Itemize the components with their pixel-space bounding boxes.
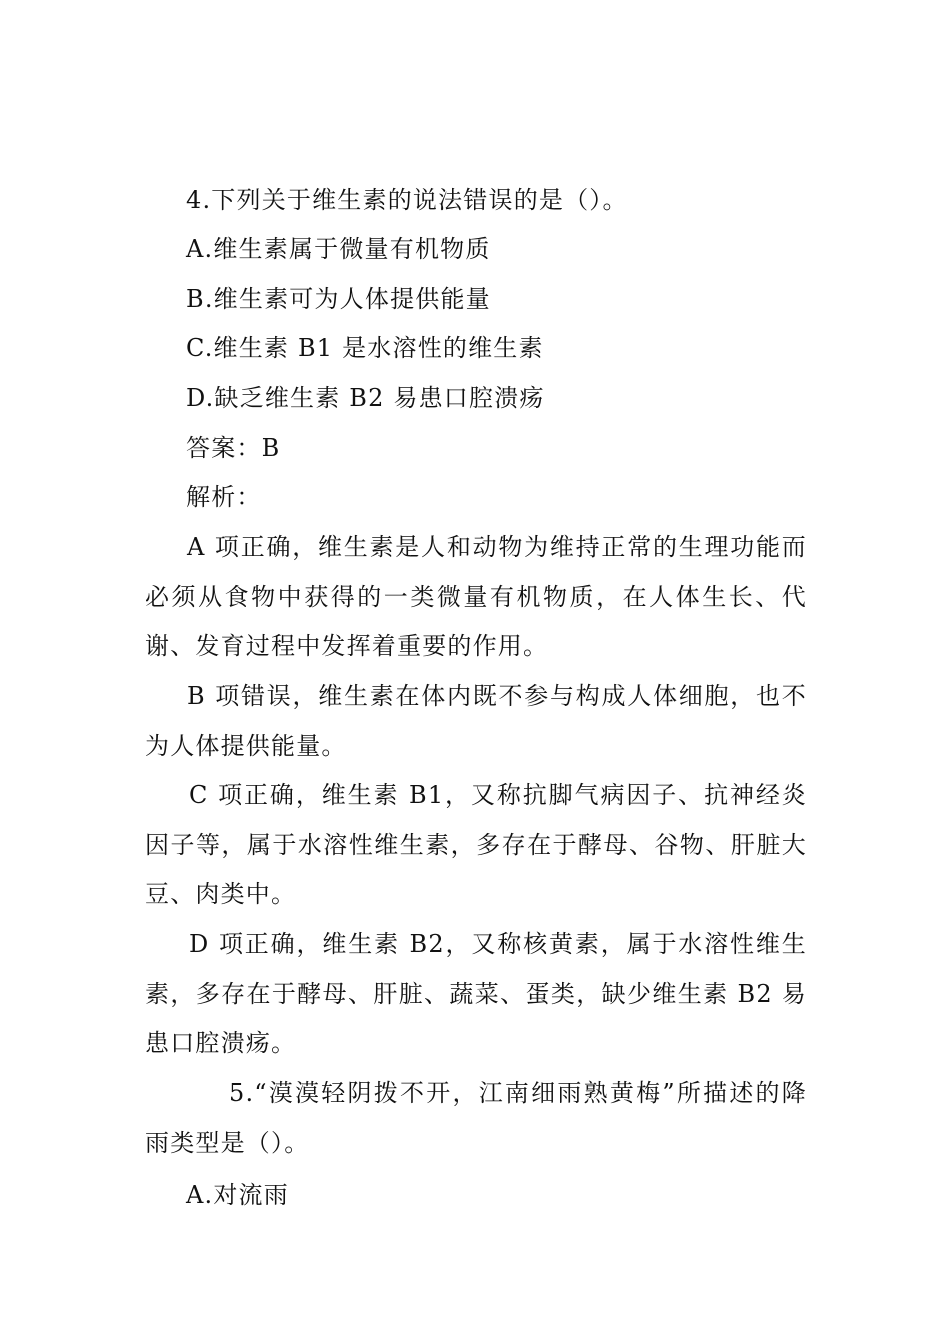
question-4-option-d: D.缺乏维生素 B2 易患口腔溃疡 [186,384,545,412]
analysis-paragraph-c: C 项正确，维生素 B1，又称抗脚气病因子、抗神经炎因子等，属于水溶性维生素，多存在于酵母、谷物、肝脏大豆、肉类中。 [145,781,807,908]
analysis-paragraph-d: D 项正确，维生素 B2，又称核黄素，属于水溶性维生素，多存在于酵母、肝脏、蔬菜、蛋类，缺少维生素 B2 易患口腔溃疡。 [145,930,807,1057]
question-4-answer: 答案：B [186,434,281,462]
analysis-paragraph-b: B 项错误，维生素在体内既不参与构成人体细胞，也不为人体提供能量。 [145,682,807,760]
question-4-stem: 4.下列关于维生素的说法错误的是（）。 [186,186,628,214]
question-5-stem: 5.“漠漠轻阴拨不开，江南细雨熟黄梅”所描述的降雨类型是（）。 [145,1079,807,1157]
question-4-option-c: C.维生素 B1 是水溶性的维生素 [186,334,544,362]
analysis-paragraph-a: A 项正确，维生素是人和动物为维持正常的生理功能而必须从食物中获得的一类微量有机物质，在人体生长、代谢、发育过程中发挥着重要的作用。 [145,533,807,660]
question-4-analysis-label: 解析： [186,483,262,511]
question-5-option-a: A.对流雨 [186,1181,289,1209]
question-4-option-b: B.维生素可为人体提供能量 [186,285,491,313]
question-4-option-a: A.维生素属于微量有机物质 [186,235,491,263]
